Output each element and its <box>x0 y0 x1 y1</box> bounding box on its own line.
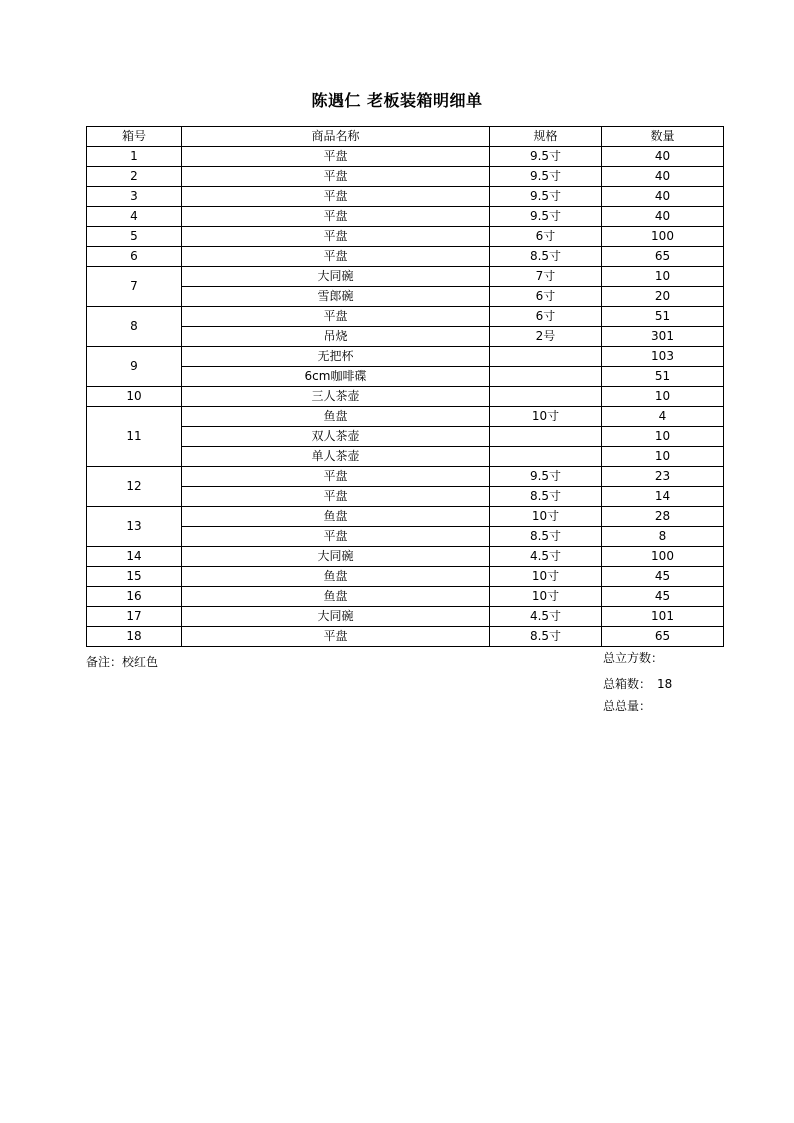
quantity-cell: 40 <box>602 187 724 207</box>
item-name-cell: 雪郎碗 <box>182 287 490 307</box>
item-name-cell: 吊烧 <box>182 327 490 347</box>
spec-cell: 6寸 <box>490 307 602 327</box>
item-name-cell: 平盘 <box>182 187 490 207</box>
table-row <box>87 467 724 487</box>
table-row <box>87 307 724 327</box>
table-row <box>87 347 724 367</box>
spec-cell: 9.5寸 <box>490 187 602 207</box>
table-header-row <box>87 127 724 147</box>
box-number-cell: 17 <box>87 607 182 627</box>
quantity-cell: 51 <box>602 307 724 327</box>
spec-cell: 8.5寸 <box>490 527 602 547</box>
item-name-cell: 平盘 <box>182 627 490 647</box>
box-number-cell: 2 <box>87 167 182 187</box>
item-name-cell: 大同碗 <box>182 547 490 567</box>
total-quantity-label: 总总量： <box>603 699 652 713</box>
table-row <box>87 387 724 407</box>
quantity-cell: 10 <box>602 267 724 287</box>
quantity-cell: 8 <box>602 527 724 547</box>
table-row <box>87 167 724 187</box>
item-name-cell: 平盘 <box>182 247 490 267</box>
quantity-cell: 101 <box>602 607 724 627</box>
item-name-cell: 大同碗 <box>182 267 490 287</box>
table-row <box>87 267 724 287</box>
item-name-cell: 鱼盘 <box>182 507 490 527</box>
remark-note: 备注：校红色 <box>86 655 159 669</box>
table-row <box>87 247 724 267</box>
spec-cell <box>490 427 602 447</box>
table-row <box>87 547 724 567</box>
quantity-cell: 10 <box>602 427 724 447</box>
quantity-cell: 51 <box>602 367 724 387</box>
item-name-cell: 无把杯 <box>182 347 490 367</box>
box-number-cell: 8 <box>87 307 182 347</box>
table-row <box>87 567 724 587</box>
spec-cell: 8.5寸 <box>490 487 602 507</box>
item-name-cell: 鱼盘 <box>182 587 490 607</box>
table-row <box>87 527 724 547</box>
spec-cell: 4.5寸 <box>490 547 602 567</box>
quantity-cell: 301 <box>602 327 724 347</box>
item-name-cell: 平盘 <box>182 147 490 167</box>
item-name-cell: 平盘 <box>182 307 490 327</box>
quantity-cell: 28 <box>602 507 724 527</box>
spec-cell: 7寸 <box>490 267 602 287</box>
table-row <box>87 227 724 247</box>
header-item-name: 商品名称 <box>182 127 490 147</box>
item-name-cell: 大同碗 <box>182 607 490 627</box>
header-spec: 规格 <box>490 127 602 147</box>
table-row <box>87 587 724 607</box>
table-row <box>87 487 724 507</box>
quantity-cell: 65 <box>602 627 724 647</box>
spec-cell: 2号 <box>490 327 602 347</box>
table-body <box>87 147 724 647</box>
box-number-cell: 3 <box>87 187 182 207</box>
quantity-cell: 14 <box>602 487 724 507</box>
quantity-cell: 23 <box>602 467 724 487</box>
table-row <box>87 147 724 167</box>
table-row <box>87 207 724 227</box>
box-number-cell: 10 <box>87 387 182 407</box>
box-number-cell: 13 <box>87 507 182 547</box>
box-number-cell: 16 <box>87 587 182 607</box>
item-name-cell: 平盘 <box>182 167 490 187</box>
item-name-cell: 平盘 <box>182 487 490 507</box>
page-title: 陈遇仁 老板装箱明细单 <box>311 91 483 110</box>
table-row <box>87 287 724 307</box>
box-number-cell: 7 <box>87 267 182 307</box>
table-row <box>87 507 724 527</box>
spec-cell: 8.5寸 <box>490 247 602 267</box>
quantity-cell: 10 <box>602 387 724 407</box>
spec-cell: 9.5寸 <box>490 167 602 187</box>
spec-cell <box>490 367 602 387</box>
total-quantity <box>603 697 657 714</box>
item-name-cell: 平盘 <box>182 467 490 487</box>
quantity-cell: 20 <box>602 287 724 307</box>
spec-cell <box>490 447 602 467</box>
table-row <box>87 607 724 627</box>
header-box-no: 箱号 <box>87 127 182 147</box>
spec-cell <box>490 387 602 407</box>
box-number-cell: 12 <box>87 467 182 507</box>
spec-cell: 8.5寸 <box>490 627 602 647</box>
spec-cell: 10寸 <box>490 407 602 427</box>
box-number-cell: 9 <box>87 347 182 387</box>
table-row <box>87 367 724 387</box>
box-number-cell: 14 <box>87 547 182 567</box>
total-boxes-value: 18 <box>657 677 673 691</box>
quantity-cell: 45 <box>602 587 724 607</box>
spec-cell: 6寸 <box>490 287 602 307</box>
table-row <box>87 427 724 447</box>
table-row <box>87 407 724 427</box>
quantity-cell: 40 <box>602 167 724 187</box>
quantity-cell: 40 <box>602 147 724 167</box>
item-name-cell: 平盘 <box>182 527 490 547</box>
spec-cell: 9.5寸 <box>490 147 602 167</box>
spec-cell: 10寸 <box>490 507 602 527</box>
quantity-cell: 40 <box>602 207 724 227</box>
table-row <box>87 327 724 347</box>
quantity-cell: 10 <box>602 447 724 467</box>
box-number-cell: 1 <box>87 147 182 167</box>
spec-cell: 9.5寸 <box>490 207 602 227</box>
box-number-cell: 18 <box>87 627 182 647</box>
spec-cell: 6寸 <box>490 227 602 247</box>
total-boxes-label: 总箱数： <box>603 677 652 691</box>
box-number-cell: 4 <box>87 207 182 227</box>
quantity-cell: 4 <box>602 407 724 427</box>
item-name-cell: 单人茶壶 <box>182 447 490 467</box>
spec-cell: 9.5寸 <box>490 467 602 487</box>
item-name-cell: 双人茶壶 <box>182 427 490 447</box>
box-number-cell: 6 <box>87 247 182 267</box>
quantity-cell: 65 <box>602 247 724 267</box>
item-name-cell: 鱼盘 <box>182 567 490 587</box>
spec-cell: 10寸 <box>490 567 602 587</box>
item-name-cell: 平盘 <box>182 207 490 227</box>
box-number-cell: 5 <box>87 227 182 247</box>
packing-list-table <box>86 126 724 647</box>
quantity-cell: 103 <box>602 347 724 367</box>
spec-cell: 10寸 <box>490 587 602 607</box>
item-name-cell: 三人茶壶 <box>182 387 490 407</box>
spec-cell <box>490 347 602 367</box>
table-row <box>87 187 724 207</box>
table-row <box>87 627 724 647</box>
total-boxes <box>603 675 672 692</box>
quantity-cell: 100 <box>602 227 724 247</box>
quantity-cell: 45 <box>602 567 724 587</box>
header-quantity: 数量 <box>602 127 724 147</box>
box-number-cell: 15 <box>87 567 182 587</box>
spec-cell: 4.5寸 <box>490 607 602 627</box>
table-row <box>87 447 724 467</box>
quantity-cell: 100 <box>602 547 724 567</box>
box-number-cell: 11 <box>87 407 182 467</box>
item-name-cell: 6cm咖啡碟 <box>182 367 490 387</box>
total-volume <box>603 649 669 666</box>
item-name-cell: 平盘 <box>182 227 490 247</box>
total-volume-label: 总立方数： <box>603 651 664 665</box>
item-name-cell: 鱼盘 <box>182 407 490 427</box>
